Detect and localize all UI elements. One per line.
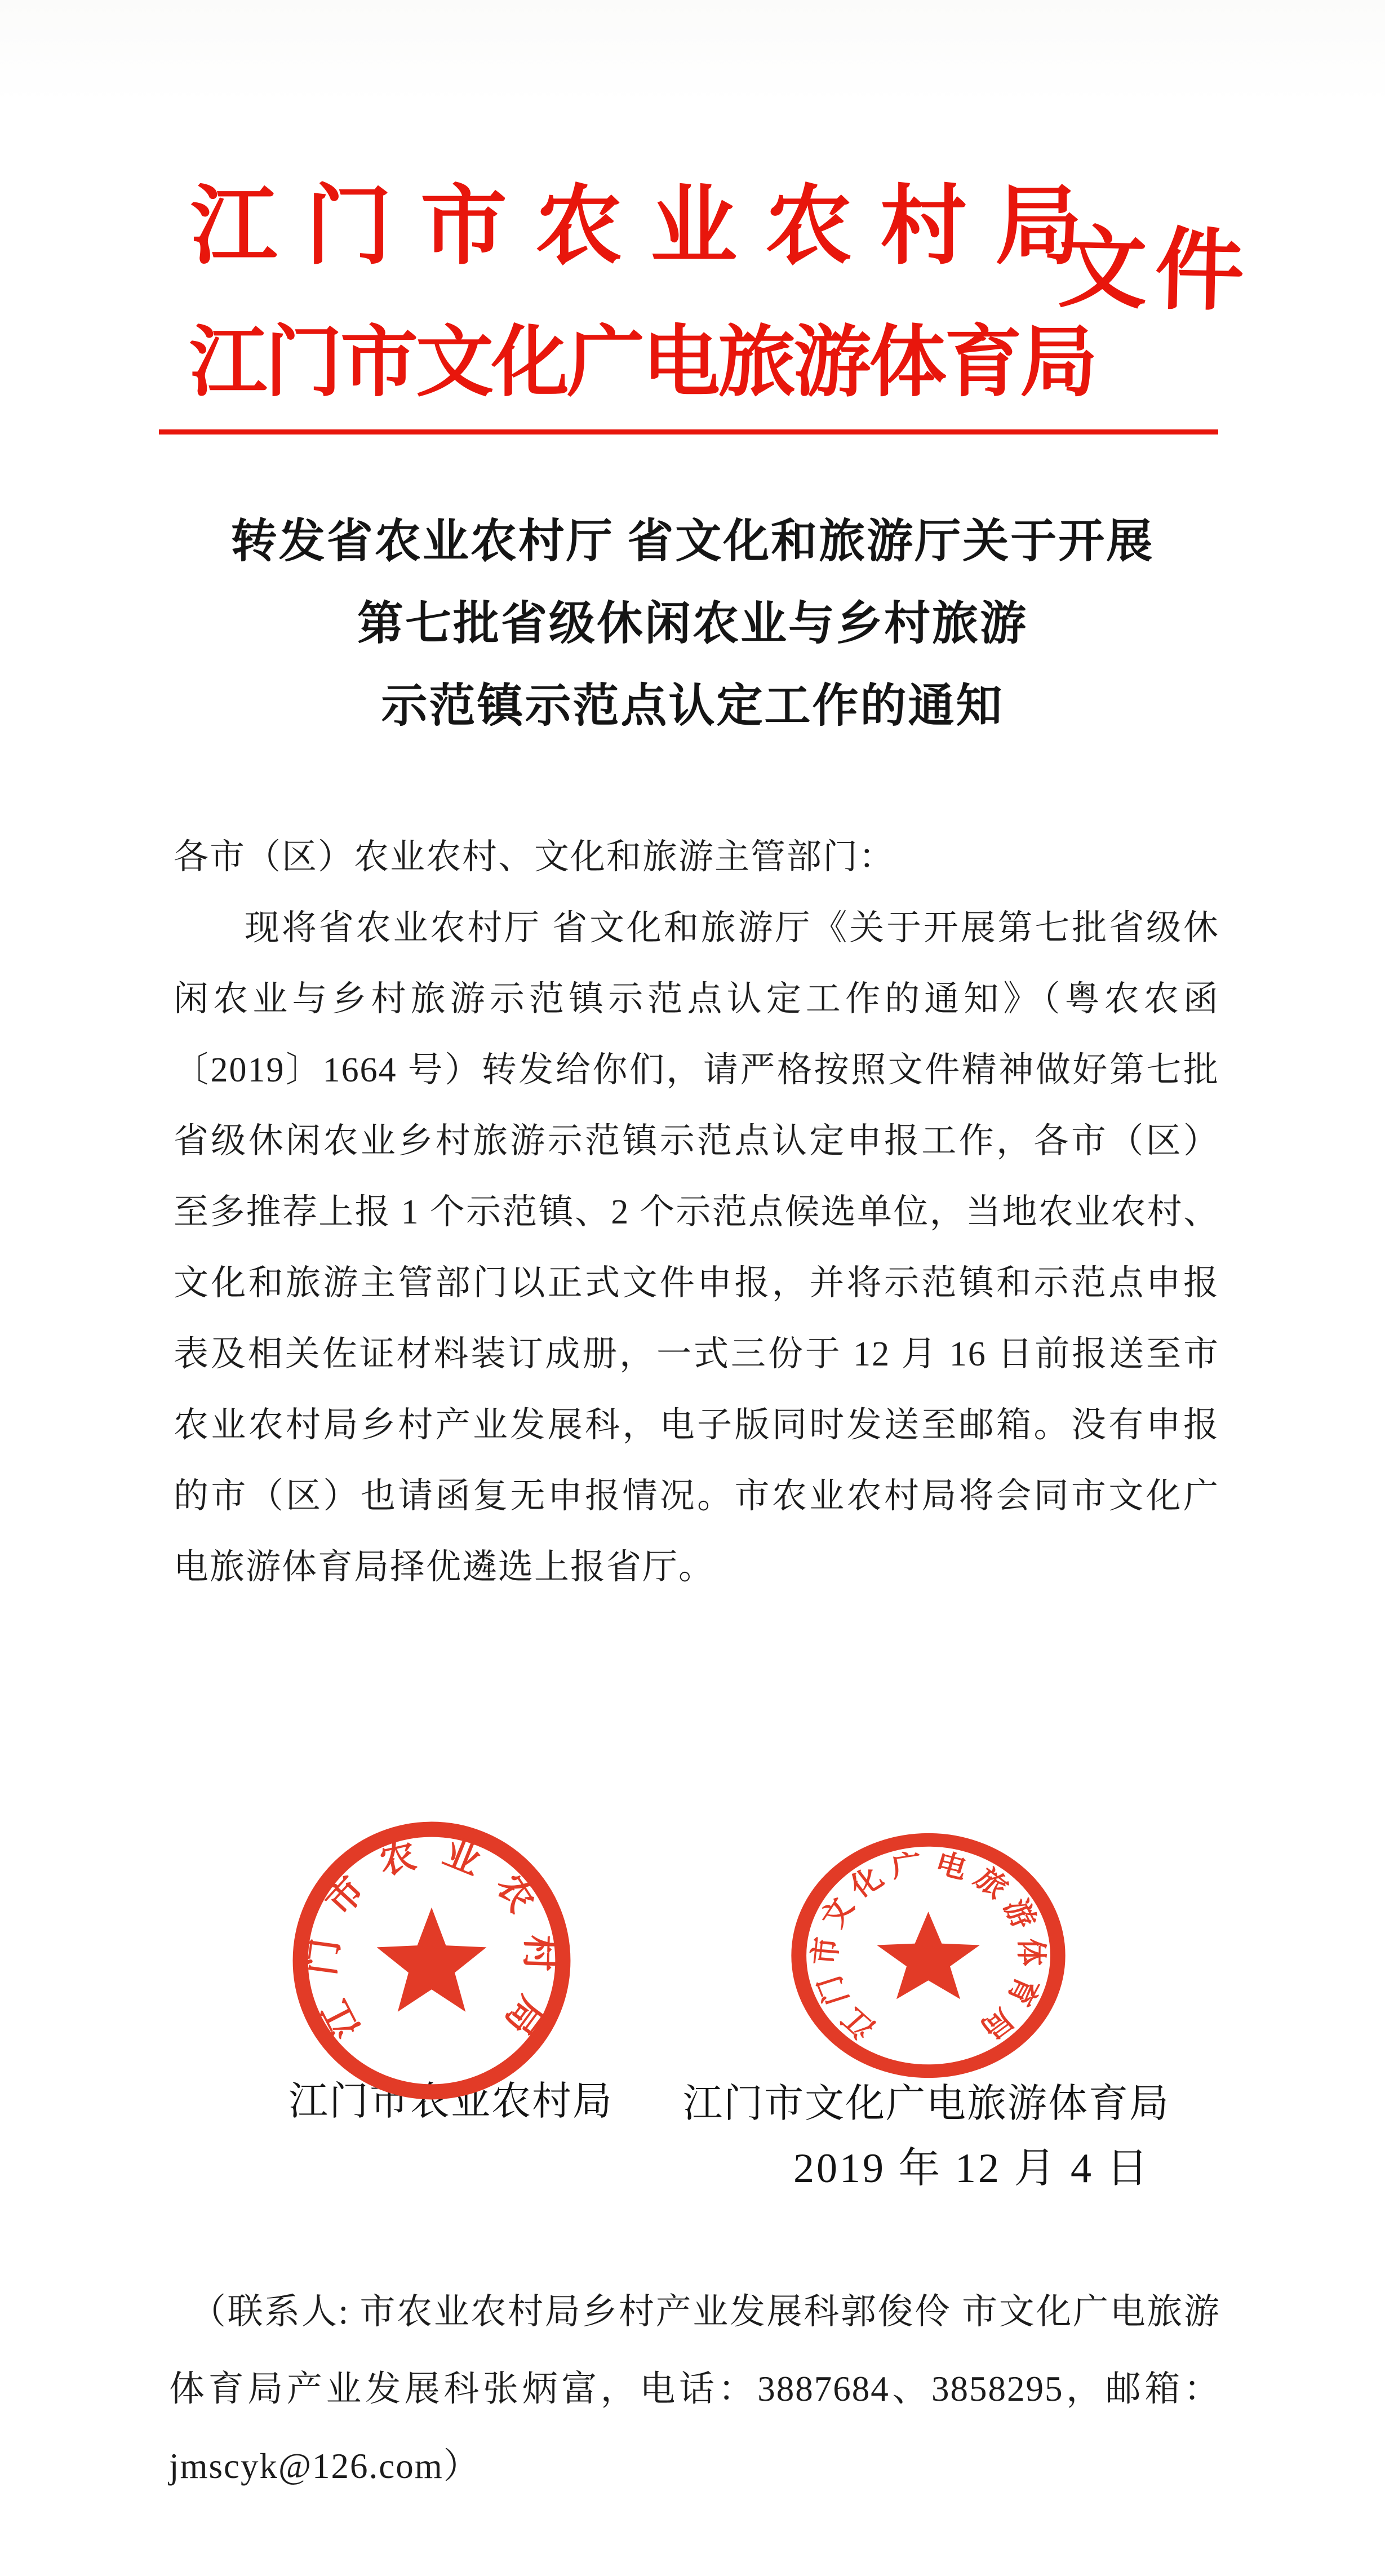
- contact-note: [169, 2273, 1220, 2505]
- body-line: 表及相关佐证材料装订成册，一式三份于 12 月 16 日前报送至市: [174, 1335, 1219, 1373]
- official-seal-agriculture: [285, 1814, 579, 2108]
- body-text: [174, 822, 1219, 1603]
- official-seal-culture-tourism: [783, 1826, 1073, 2085]
- star-icon: [377, 1908, 487, 2012]
- body-line: 农业农村局乡村产业发展科，电子版同时发送至邮箱。没有申报: [174, 1406, 1219, 1444]
- body-line: 文化和旅游主管部门以正式文件申报，并将示范镇和示范点申报: [174, 1264, 1219, 1302]
- body-line: 〔2019〕1664 号）转发给你们，请严格按照文件精神做好第七批: [174, 1051, 1219, 1089]
- issue-date: 2019 年 12 月 4 日: [793, 2145, 1151, 2192]
- letterhead-org-line-2: 江门市文化广电旅游体育局: [189, 320, 1096, 406]
- body-line: 电旅游体育局择优遴选上报省厅。: [174, 1548, 715, 1586]
- seal-arc-text: 江门市农业农村局: [301, 1830, 560, 2060]
- body-line: 省级休闲农业乡村旅游示范镇示范点认定申报工作，各市（区）: [174, 1122, 1219, 1160]
- body-line: 的市（区）也请函复无申报情况。市农业农村局将会同市文化广: [174, 1477, 1219, 1515]
- contact-line: （联系人: 市农业农村局乡村产业发展科郭俊伶 市文化广电旅游: [190, 2292, 1220, 2331]
- red-divider-rule: [159, 429, 1218, 434]
- salutation: 各市（区）农业农村、文化和旅游主管部门：: [174, 838, 895, 876]
- body-line: 至多推荐上报 1 个示范镇、2 个示范点候选单位，当地农业农村、: [174, 1193, 1219, 1231]
- title-line-3: 示范镇示范点认定工作的通知: [381, 680, 1004, 731]
- title-line-2: 第七批省级休闲农业与乡村旅游: [357, 598, 1028, 649]
- body-line: 闲农业与乡村旅游示范镇示范点认定工作的通知》（粤农农函: [174, 980, 1219, 1018]
- doc-type-label: 文件: [1056, 219, 1253, 322]
- signature-right-org: 江门市文化广电旅游体育局: [683, 2082, 1170, 2126]
- letterhead-org-line-1: 江门市农业农村局: [190, 179, 1111, 275]
- contact-line: jmscyk@126.com）: [169, 2446, 480, 2486]
- title-line-1: 转发省农业农村厅 省文化和旅游厅关于开展: [230, 516, 1155, 567]
- seal-arc-text: 江门市文化广电旅游体育局: [807, 1847, 1048, 2050]
- document-title: [0, 500, 1385, 747]
- body-line: 现将省农业农村厅 省文化和旅游厅《关于开展第七批省级休: [245, 909, 1219, 947]
- contact-line: 体育局产业发展科张炳富，电话：3887684、3858295，邮箱：: [169, 2369, 1220, 2409]
- star-icon: [877, 1912, 980, 1999]
- signature-left-org: 江门市农业农村局: [288, 2080, 613, 2123]
